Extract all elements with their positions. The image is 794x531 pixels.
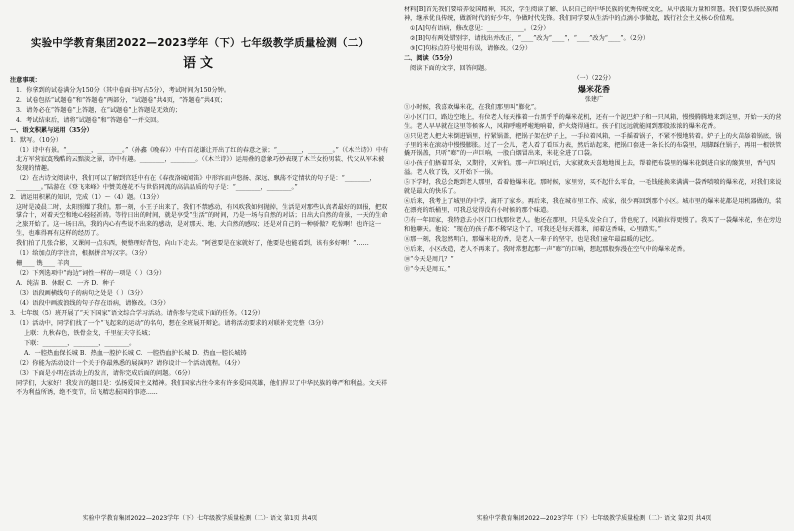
note-item: 3．请务必在“答题卷”上答题，在“试题卷”上答题是无效的； [16, 107, 182, 115]
question-2-passage-2: 我们拍了几张合影，又课间一点东西，便整理好背包，向山下走去。“阿爸要是在家就好了，他要是也能看到，该有多好啊！”…… [16, 239, 369, 247]
essay-paragraph: ③只见老人把大米倒进锅里，拧紧锅盖，把锅子架在炉子上，一手拉着风箱，一手摇着锅子，不紧不慢地转着。炉子上的火苗舔着锅底，锅子里的米在滚动中慢慢膨胀。过了一会儿，老人看了看压力表，然后站起来，把锅口套进一条长长的布袋里，用脚踩住锅子，再用一根铁管撬开锅盖，只听“嘭”的一声巨响，一股白烟冒出来，米花全进了口袋。 [404, 132, 782, 158]
subject-title: 语文 [182, 55, 217, 71]
essay-paragraph: ⑧那一刻，我忽然明白，那爆米花的香，是老人一辈子的坚守，也是我们童年最温暖的记忆。 [404, 235, 658, 243]
note-item: 2．试卷包括“试题卷”和“答题卷”两部分，“试题卷”共4页，“答题卷”共4页； [16, 97, 227, 105]
essay-paragraph: ⑩“今天是周几？” [404, 255, 454, 263]
page-footer-right: 实验中学教育集团2022—2023学年（下）七年级教学质量检测（二）· 语文 第2页 共4页 [476, 515, 712, 523]
question-2-heading: 2．请运用积累的知识，完成（1）～（4）题。（13分） [10, 193, 163, 201]
note-item: 4．考试结束后，请将“试题卷”和“答题卷”一并交回。 [16, 117, 163, 125]
essay-paragraph: ⑨后来，小区改造，老人不再来了。我时常想起那一声“嘭”的巨响，想起那股弥漫在空气中的爆米花香。 [404, 245, 689, 253]
section-1-heading: 一、语文积累与运用（35分） [10, 127, 93, 135]
essay-paragraph: ④小孩子们捂着耳朵，又期待，又害怕。那一声巨响过后，大家就欢天喜地地围上去，帮着把布袋里的爆米花倒进自家的簸箕里，香气四溢。老人收了钱，又开始下一锅。 [404, 160, 776, 177]
essay-title: 爆米花香 [578, 85, 610, 95]
essay-paragraph: ②小区门口，路边空地上，有位老人每天推着一台黑乎乎的爆米花机，还有一个泥巴炉子和一只风箱，慢慢腾腾地来到这里，开始一天的营生。老人早早就在这里等候客人，风箱呼啦呼啦地响着，炉火烧得通红。孩子们远远就能闻到那股浓浓的爆米花香。 [404, 114, 782, 130]
question-2-sub: A．纯洁 B．休眠 C．一齐 D．种子 [16, 279, 115, 287]
question-3-line: 上联：九秋春色，铁骨金戈，千里征夫守长城； [24, 329, 154, 337]
essay-number: （一）（22分） [573, 74, 615, 82]
question-3-heading: 3．七年级（5）班开展了“天下国家”语文综合学习活动。请你参与完成下面的任务。（12分） [10, 309, 265, 317]
question-3-options: A．一腔热血保长城 B．热血一腔护长城 C．一腔热血护长城 D．热血一腔长城铸 [24, 349, 247, 357]
question-2-sub: （1）给加点的字注音，根据拼音写汉字。（3分） [16, 249, 151, 257]
essay-paragraph: ⑪“今天是周五。” [404, 265, 451, 273]
question-2-sub: （4）语段中画波浪线的句子存在语病，请修改。（3分） [16, 299, 170, 307]
page-left [10, 6, 390, 524]
material-sub: ③[C]句标点符号使用有误，请修改。（2分） [410, 44, 532, 52]
question-3-line: 下联：________，________，________。 [24, 339, 136, 347]
question-1-heading: 1．默写。（10分） [10, 137, 63, 145]
essay-author: 张建广 [584, 95, 603, 103]
essay-paragraph: ⑤下学时，我总会跑到老人那里，看着他爆米花。那时候，家里穷，买不起什么零食，一毛钱能换来满满一袋香喷喷的爆米花，对我们来说就是最大的快乐了。 [404, 179, 782, 196]
exam-title: 实验中学教育集团2022—2023学年（下）七年级教学质量检测（二） [30, 37, 370, 49]
question-3-part-2: （2）你能为活动设计一个关于你最熟悉的展演吗？请你设计一个活动流程。（4分） [16, 359, 244, 367]
section-2-intro: 阅读下面的文字，回答问题。 [410, 64, 491, 72]
essay-paragraph: ⑥后来，我考上了城里的中学，离开了家乡。再后来，我在城市里工作、成家，很少再回到那个小区。城市里的爆米花都是用机器做的，装在漂亮的纸桶里，可我总觉得没有小时候的那个味道。 [404, 198, 782, 214]
material-passage: 材料[B]首先我们要培养爱国精神，其次，学生阅读了解、认识自己的中华民族的优秀传统文化，从中汲取力量和智慧。我们要弘扬民族精神，继承优良传统，做新时代的好少年，争做时代先锋。我们同学要从生活中的点滴小事做起，践行社会主义核心价值观。 [404, 6, 779, 22]
question-2-sub: 栅____ 镌____ 羊肉____ [16, 259, 82, 267]
essay-paragraph: ⑦有一年回家，我特意去小区门口找那位老人。他还在那里，只是头发全白了，背也驼了，风箱拉得更慢了。我买了一袋爆米花，坐在旁边和他聊天。他说：“现在的孩子都不稀罕这个了，可我还是每天都来，闻着这香味，心里踏实。” [404, 216, 782, 233]
question-1-part: （1）诗中有景。“________，________。”（孙鑫《晚春》）中有百花谦让开出了红的春意之景；“________，________。”（《木兰诗》）中有北方军营寂寞残酷的云黯淡之景，诗中有趣。________，________。（《木兰诗》）运用叠的意象巧妙表现了木兰女扮男装、代父从军未被发现的情趣。 [16, 147, 389, 172]
notes-heading: 注意事项： [10, 77, 41, 85]
material-sub: ②[B]句有两处错别字，请找出并改正，“____”改为“____”，“____”改为“____”。（2分） [410, 34, 650, 42]
question-1-part: （2）在古诗文阅读中，我们可以了解到宫廷中有在《春夜洛城闻笛》中形容而声悠扬、深远、飘荡不定情状的句子是：“________，________。”陆游在《登飞来峰》中赞美莲花不与世俗同流的高洁品质的句子是：“________，________。” [16, 174, 376, 191]
question-2-sub: （2）下列选项中“海边”词性一样的一项是（ ）（3分） [16, 269, 166, 277]
page-right [404, 6, 784, 524]
question-2-passage: 这时是凌晨二时，太阳照耀了我们。那一刻，小王子出来了，我们不禁感动，有风吹我如何抛掉，生活是对那些认真者最好的回报，把双掌合十，对着天空和地心轻轻祈祷。等待日出的时间，就是享受“生活”的时间，乃是一场与自然的对话；日出大自然的奇景，一天的生命之旅开始了。这一场日出，我的内心有些说不出来的感动，是对那天、地、大自然的感叹；还是对自己的一种骄傲？吃惊啊！也许这一生，也难得再有这样的经历了。 [16, 203, 388, 237]
page-footer-left: 实验中学教育集团2022—2023学年（下）七年级教学质量检测（二）· 语文 第1页 共4页 [82, 515, 318, 523]
question-3-passage: 同学们，大家好！我发言的题目是：弘扬爱国主义精神。我们国家古往今来有许多爱国英雄，他们捍卫了中华民族的尊严和利益。文天祥不为利益所诱，绝不变节，岳飞精忠报国的事迹...... [16, 379, 388, 396]
question-3-intro: （1）活动中，同学们找了一个“飞起来的运动”的名句，想在全班展开辩论。请将活动要求的对联补充完整（3分） [16, 319, 328, 327]
material-sub: ①[A]句有语病，修改意见：____________。（2分） [410, 24, 550, 32]
note-item: 1．你拿到的试卷满分为150分（其中卷面书写占5分），考试时间为150分钟。 [16, 87, 231, 95]
question-2-sub: （3）语段画横线句子的病句之处是（ ）（3分） [16, 289, 147, 297]
question-3-part-3: （3）下面是小明在活动上的发言，请你完成后面的问题。（6分） [16, 369, 195, 377]
essay-paragraph: ①小时候，我喜欢爆米花，在我们那里叫“膨化”。 [404, 104, 541, 112]
section-2-heading: 二、阅读（55分） [404, 54, 456, 62]
